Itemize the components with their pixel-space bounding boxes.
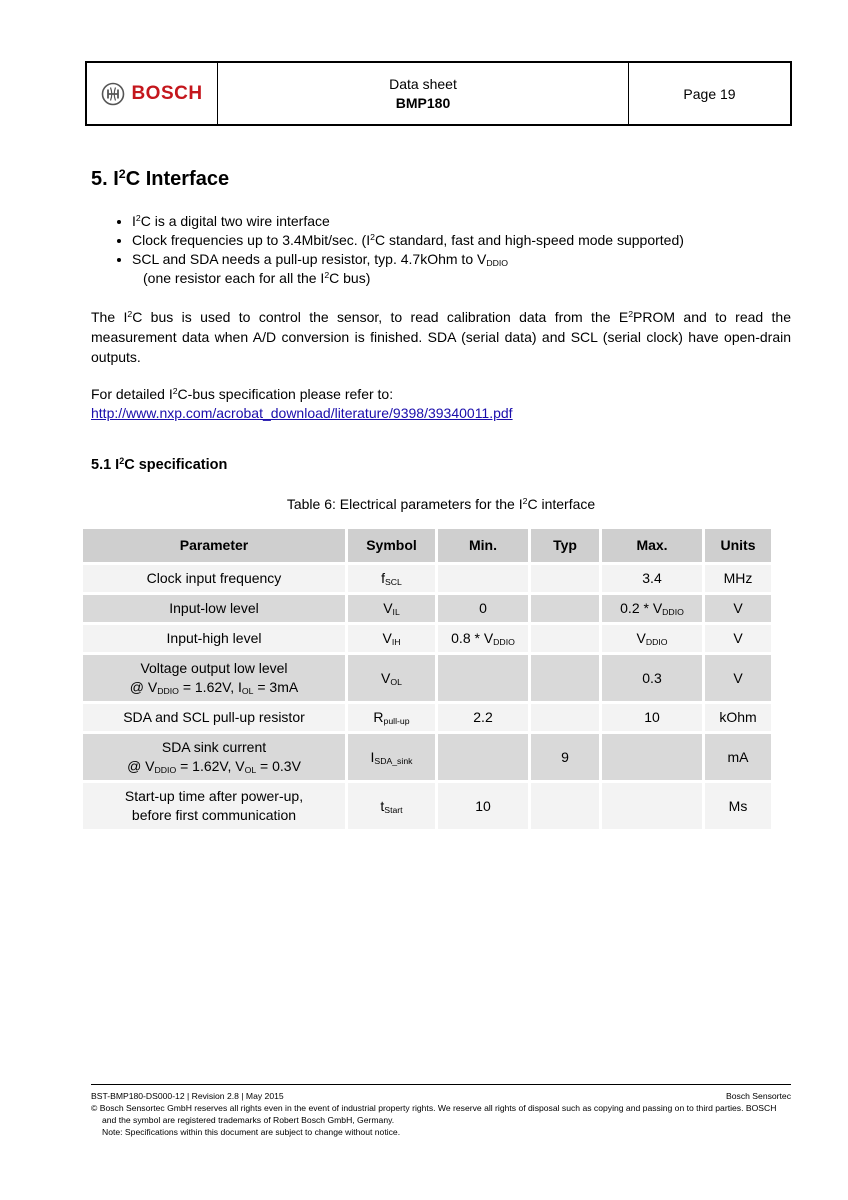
cell-max <box>602 734 702 780</box>
reference-paragraph: For detailed $I^2C$-bus specification please refer to: http://www.nxp.com/acrobat_download/literature/9398/39340011.pdf <box>91 386 513 421</box>
feature-list <box>91 212 791 288</box>
cell-parameter: Input-high level <box>83 625 345 652</box>
table-row <box>83 625 771 652</box>
cell-min <box>438 655 528 701</box>
page-header <box>85 61 792 126</box>
cell-parameter: SDA and SCL pull-up resistor <box>83 704 345 731</box>
spec-link[interactable]: http://www.nxp.com/acrobat_download/literature/9398/39340011.pdf <box>91 405 513 421</box>
cell-typ <box>531 655 599 701</box>
table-body <box>83 565 771 829</box>
header-title <box>218 63 629 124</box>
cell-units: V <box>705 595 771 622</box>
cell-parameter: Input-low level <box>83 595 345 622</box>
cell-units: V <box>705 625 771 652</box>
column-header: Max. <box>602 529 702 562</box>
cell-min: $0.8 * V_{DDIO}$ <box>438 625 528 652</box>
column-header: Typ <box>531 529 599 562</box>
cell-symbol: $I_{SDA\_sink}$ <box>348 734 435 780</box>
footer-company: Bosch Sensortec <box>726 1091 791 1101</box>
list-item: • SCL and SDA needs a pull-up resistor, typ. 4.7kOhm to $V_{DDIO}$ (one resistor each for all the $I^2C$ bus) <box>132 250 791 288</box>
cell-typ <box>531 565 599 592</box>
cell-min <box>438 565 528 592</box>
copyright-notice: © Bosch Sensortec GmbH reserves all rights even in the event of industrial property rights. We reserve all rights of disposal such as copying and passing on to third parties. BOSCH and the symbol are registered trademarks of Robert Bosch GmbH, Germany. <box>91 1103 777 1125</box>
table-row <box>83 565 771 592</box>
doc-revision: BST-BMP180-DS000-12 | Revision 2.8 | May 2015 <box>91 1091 284 1101</box>
cell-parameter: SDA sink current @ $V_{DDIO} = 1.62V$, $V_{OL} = 0.3V$ <box>83 734 345 780</box>
table-row <box>83 655 771 701</box>
column-header: Units <box>705 529 771 562</box>
cell-typ <box>531 625 599 652</box>
cell-units: kOhm <box>705 704 771 731</box>
bosch-armature-icon <box>101 82 125 106</box>
cell-symbol: $t_{Start}$ <box>348 783 435 829</box>
body-paragraph: The $I^2C$ bus is used to control the sensor, to read calibration data from the $E^2PROM$ and to read the measurement data when A/D conversion is finished. SDA (serial data) and SCL (serial clock) have open-drain outputs. <box>91 309 791 365</box>
change-notice: Note: Specifications within this document are subject to change without notice. <box>102 1127 401 1137</box>
subsection-title: 5.1 $I^2C$ specification <box>91 456 228 473</box>
cell-min <box>438 734 528 780</box>
cell-units: Ms <box>705 783 771 829</box>
cell-max: 0.3 <box>602 655 702 701</box>
column-header: Symbol <box>348 529 435 562</box>
cell-max: 3.4 <box>602 565 702 592</box>
cell-typ <box>531 783 599 829</box>
cell-units: V <box>705 655 771 701</box>
cell-min: 2.2 <box>438 704 528 731</box>
cell-symbol: $V_{IL}$ <box>348 595 435 622</box>
brand-name: BOSCH <box>131 82 203 104</box>
page-content <box>91 164 791 832</box>
cell-typ: 9 <box>531 734 599 780</box>
section-title: 5. $I^2C$ Interface <box>91 167 230 190</box>
column-header: Min. <box>438 529 528 562</box>
cell-parameter: Clock input frequency <box>83 565 345 592</box>
cell-symbol: $R_{pull-up}$ <box>348 704 435 731</box>
table-row <box>83 783 771 829</box>
table-row <box>83 734 771 780</box>
doc-type: Data sheet <box>389 75 457 92</box>
cell-symbol: $f_{SCL}$ <box>348 565 435 592</box>
list-item: • Clock frequencies up to 3.4Mbit/sec. ($I^2C$ standard, fast and high-speed mode supported) <box>132 231 791 250</box>
cell-units: MHz <box>705 565 771 592</box>
cell-symbol: $V_{IH}$ <box>348 625 435 652</box>
cell-min: 10 <box>438 783 528 829</box>
table-row <box>83 704 771 731</box>
cell-typ <box>531 704 599 731</box>
cell-min: 0 <box>438 595 528 622</box>
list-item: • $I^2C$ is a digital two wire interface <box>132 212 791 231</box>
logo <box>87 63 218 124</box>
cell-parameter: Voltage output low level @ $V_{DDIO} = 1.62V$, $I_{OL} = 3mA$ <box>83 655 345 701</box>
cell-max: $0.2 * V_{DDIO}$ <box>602 595 702 622</box>
cell-max <box>602 783 702 829</box>
table-caption: Table 6: Electrical parameters for the $I^2C$ interface <box>286 496 596 512</box>
page-number: Page 19 <box>683 85 736 102</box>
column-header: Parameter <box>83 529 345 562</box>
table-row <box>83 595 771 622</box>
cell-symbol: $V_{OL}$ <box>348 655 435 701</box>
cell-typ <box>531 595 599 622</box>
table-header-row <box>83 529 771 562</box>
doc-name: BMP180 <box>395 94 451 111</box>
cell-max: $V_{DDIO}$ <box>602 625 702 652</box>
page-footer <box>91 1084 791 1138</box>
cell-max: 10 <box>602 704 702 731</box>
cell-units: mA <box>705 734 771 780</box>
cell-parameter: Start-up time after power-up, before first communication <box>83 783 345 829</box>
electrical-parameters-table <box>80 526 774 832</box>
